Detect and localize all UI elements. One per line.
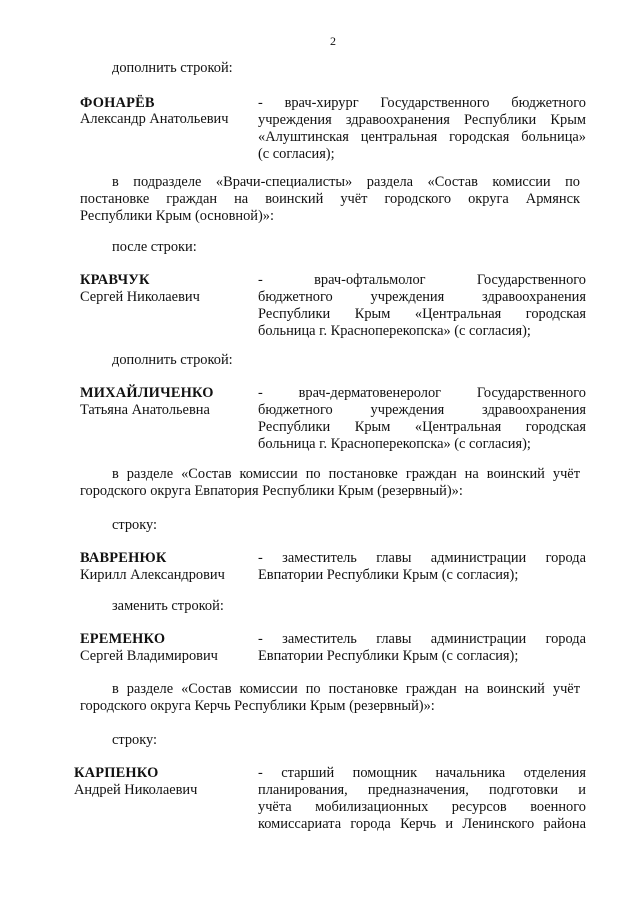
desc-line: планирования, предназначения, подготовки и	[258, 782, 586, 798]
desc-line: больница г. Красноперекопска» (с согласия);	[258, 436, 531, 452]
desc-line: учреждения здравоохранения Республики Крым	[258, 112, 586, 128]
desc-line: комиссариата города Керчь и Ленинского района	[258, 816, 586, 832]
paragraph-line: в разделе «Состав комиссии по постановке граждан на воинский учёт	[112, 681, 580, 697]
person-surname-fonarev: ФОНАРЁВ	[80, 95, 155, 111]
person-description-eremenko	[258, 631, 586, 665]
desc-line: Республики Крым «Центральная городская	[258, 419, 586, 435]
desc-line: - врач-хирург Государственного бюджетного	[258, 95, 586, 111]
instruction-line: строку:	[112, 517, 158, 533]
desc-line: Евпатории Республики Крым (с согласия);	[258, 567, 519, 583]
paragraph-line: постановке граждан на воинский учёт городского округа Армянск	[80, 191, 580, 207]
desc-line: - врач-офтальмолог Государственного	[258, 272, 586, 288]
paragraph-line: Республики Крым (основной)»:	[80, 208, 274, 224]
paragraph-line: в подразделе «Врачи-специалисты» раздела «Состав комиссии по	[112, 174, 580, 190]
instruction-add-line-2: дополнить строкой:	[112, 352, 233, 368]
desc-line: (с согласия);	[258, 146, 335, 162]
person-surname-eremenko: ЕРЕМЕНКО	[80, 631, 166, 647]
desc-line: бюджетного учреждения здравоохранения	[258, 402, 586, 418]
person-description-karpenko	[258, 765, 586, 833]
desc-line: - заместитель главы администрации города	[258, 550, 586, 566]
section-paragraph-evpatoriya	[80, 466, 580, 500]
desc-line: - старший помощник начальника отделения	[258, 765, 586, 781]
person-patronymic-eremenko: Сергей Владимирович	[80, 648, 218, 664]
person-surname-vavrenyuk: ВАВРЕНЮК	[80, 550, 167, 566]
person-surname-kravchuk: КРАВЧУК	[80, 272, 150, 288]
desc-line: учёта мобилизационных ресурсов военного	[258, 799, 586, 815]
person-patronymic-vavrenyuk: Кирилл Александрович	[80, 567, 225, 583]
desc-line: бюджетного учреждения здравоохранения	[258, 289, 586, 305]
person-surname-mikhaylichenko: МИХАЙЛИЧЕНКО	[80, 385, 214, 401]
desc-line: «Алуштинская центральная городская больница»	[258, 129, 586, 145]
instruction-add-line-1: дополнить строкой:	[112, 60, 233, 76]
desc-line: Евпатории Республики Крым (с согласия);	[258, 648, 519, 664]
desc-line: Республики Крым «Центральная городская	[258, 306, 586, 322]
desc-line: больница г. Красноперекопска» (с согласия);	[258, 323, 531, 339]
person-description-mikhaylichenko	[258, 385, 586, 453]
paragraph-line: городского округа Евпатория Республики Крым (резервный)»:	[80, 483, 463, 499]
section-paragraph-armyansk	[80, 174, 580, 225]
paragraph-line: городского округа Керчь Республики Крым (резервный)»:	[80, 698, 435, 714]
desc-line: - заместитель главы администрации города	[258, 631, 586, 647]
instruction-replace-line: заменить строкой:	[112, 598, 224, 614]
instruction-after-line: после строки:	[112, 239, 197, 255]
person-patronymic-karpenko: Андрей Николаевич	[74, 782, 198, 798]
person-description-vavrenyuk	[258, 550, 586, 584]
instruction-line-2: строку:	[112, 732, 158, 748]
person-description-kravchuk	[258, 272, 586, 340]
section-paragraph-kerch	[80, 681, 580, 715]
person-patronymic-mikhaylichenko: Татьяна Анатольевна	[80, 402, 210, 418]
person-patronymic-kravchuk: Сергей Николаевич	[80, 289, 200, 305]
person-surname-karpenko: КАРПЕНКО	[74, 765, 159, 781]
person-description-fonarev	[258, 95, 586, 163]
desc-line: - врач-дерматовенеролог Государственного	[258, 385, 586, 401]
page-number: 2	[330, 34, 336, 48]
person-patronymic-fonarev: Александр Анатольевич	[80, 111, 229, 127]
paragraph-line: в разделе «Состав комиссии по постановке граждан на воинский учёт	[112, 466, 580, 482]
